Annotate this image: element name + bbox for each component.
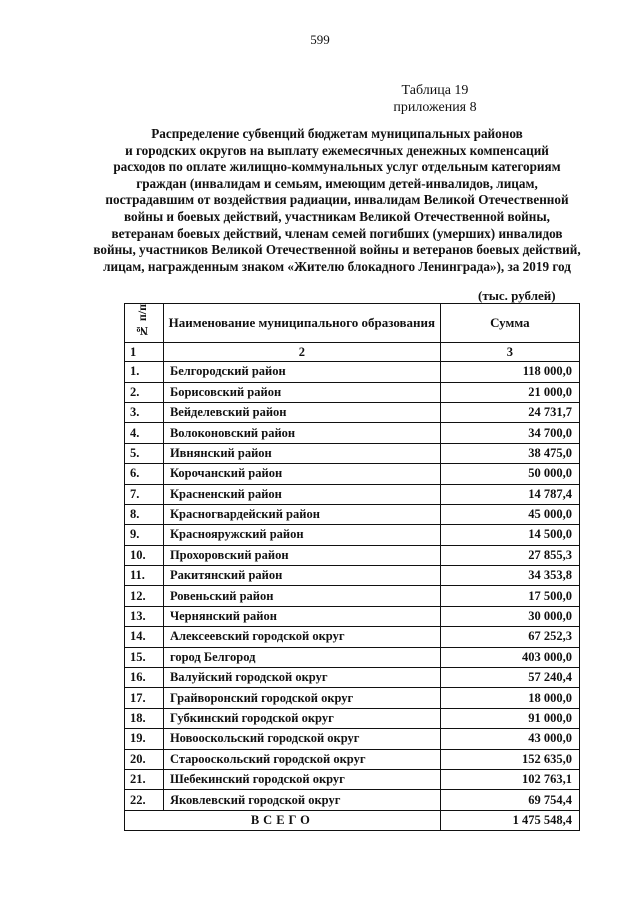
table-row xyxy=(125,382,580,402)
table-number: Таблица 19 xyxy=(401,83,469,98)
row-sum: 21 000,0 xyxy=(440,382,579,402)
row-number: 1. xyxy=(125,362,164,382)
table-row xyxy=(125,627,580,647)
row-sum: 403 000,0 xyxy=(440,647,579,667)
row-name: Старооскольский городской округ xyxy=(163,749,440,769)
header-row xyxy=(125,304,580,343)
row-name: Губкинский городской округ xyxy=(163,708,440,728)
row-name: Красногвардейский район xyxy=(163,504,440,524)
row-number: 22. xyxy=(125,790,164,810)
subsidy-table xyxy=(124,303,580,831)
title-line: лицам, награжденным знаком «Жителю блокадного Ленинграда»), за 2019 год xyxy=(103,258,571,274)
table-row xyxy=(125,566,580,586)
table-row xyxy=(125,362,580,382)
table-row xyxy=(125,647,580,667)
row-name: Яковлевский городской округ xyxy=(163,790,440,810)
table-row xyxy=(125,545,580,565)
table-row xyxy=(125,708,580,728)
row-number: 21. xyxy=(125,769,164,789)
row-number: 8. xyxy=(125,504,164,524)
row-sum: 30 000,0 xyxy=(440,606,579,626)
table-row xyxy=(125,484,580,504)
row-sum: 45 000,0 xyxy=(440,504,579,524)
index-cell: 2 xyxy=(163,343,440,362)
row-sum: 69 754,4 xyxy=(440,790,579,810)
row-name: город Белгород xyxy=(163,647,440,667)
units-label: (тыс. рублей) xyxy=(478,288,556,303)
table-row xyxy=(125,464,580,484)
row-name: Ракитянский район xyxy=(163,566,440,586)
row-sum: 152 635,0 xyxy=(440,749,579,769)
row-name: Белгородский район xyxy=(163,362,440,382)
title-line: и городских округов на выплату ежемесячных денежных компенсаций xyxy=(125,142,549,158)
table-row xyxy=(125,525,580,545)
row-name: Шебекинский городской округ xyxy=(163,769,440,789)
row-sum: 50 000,0 xyxy=(440,464,579,484)
table-row xyxy=(125,729,580,749)
row-number: 14. xyxy=(125,627,164,647)
row-number: 20. xyxy=(125,749,164,769)
title-line: Распределение субвенций бюджетам муниципальных районов xyxy=(151,126,523,141)
row-sum: 27 855,3 xyxy=(440,545,579,565)
row-name: Ивнянский район xyxy=(163,443,440,463)
table-row xyxy=(125,769,580,789)
row-sum: 34 353,8 xyxy=(440,566,579,586)
table-row xyxy=(125,402,580,422)
row-name: Волоконовский район xyxy=(163,423,440,443)
row-number: 13. xyxy=(125,606,164,626)
row-number: 2. xyxy=(125,382,164,402)
column-index-row xyxy=(125,343,580,362)
row-number: 7. xyxy=(125,484,164,504)
table-row xyxy=(125,423,580,443)
header-num: № п/п xyxy=(125,304,164,343)
row-name: Краснояружский район xyxy=(163,525,440,545)
row-number: 18. xyxy=(125,708,164,728)
total-row xyxy=(125,810,580,830)
row-name: Вейделевский район xyxy=(163,402,440,422)
row-sum: 24 731,7 xyxy=(440,402,579,422)
title-line: войны, участников Великой Отечественной войны и ветеранов боевых действий, xyxy=(93,242,581,258)
table-row xyxy=(125,688,580,708)
row-number: 4. xyxy=(125,423,164,443)
table-row xyxy=(125,668,580,688)
title-line: граждан (инвалидам и семьям, имеющим детей-инвалидов, лицам, xyxy=(136,175,538,191)
appendix-number: приложения 8 xyxy=(393,100,477,115)
table-row xyxy=(125,504,580,524)
table-reference xyxy=(380,82,490,116)
row-sum: 14 787,4 xyxy=(440,484,579,504)
title-line: расходов по оплате жилищно-коммунальных услуг отдельным категориям xyxy=(113,159,561,175)
row-number: 19. xyxy=(125,729,164,749)
row-name: Грайворонский городской округ xyxy=(163,688,440,708)
total-label: ВСЕГО xyxy=(125,810,441,830)
table-row xyxy=(125,443,580,463)
row-number: 6. xyxy=(125,464,164,484)
row-number: 11. xyxy=(125,566,164,586)
title-line: ветеранам боевых действий, членам семей погибших (умерших) инвалидов xyxy=(111,225,563,241)
row-name: Ровеньский район xyxy=(163,586,440,606)
row-sum: 18 000,0 xyxy=(440,688,579,708)
row-name: Прохоровский район xyxy=(163,545,440,565)
table-row xyxy=(125,790,580,810)
row-name: Новооскольский городской округ xyxy=(163,729,440,749)
title-line: войны и боевых действий, участникам Великой Отечественной войны, xyxy=(124,208,550,224)
document-title xyxy=(84,126,590,275)
row-name: Алексеевский городской округ xyxy=(163,627,440,647)
row-sum: 17 500,0 xyxy=(440,586,579,606)
table-row xyxy=(125,749,580,769)
table-row xyxy=(125,586,580,606)
row-sum: 118 000,0 xyxy=(440,362,579,382)
row-sum: 102 763,1 xyxy=(440,769,579,789)
index-cell: 3 xyxy=(440,343,579,362)
row-sum: 14 500,0 xyxy=(440,525,579,545)
row-name: Красненский район xyxy=(163,484,440,504)
title-line: пострадавшим от воздействия радиации, инвалидам Великой Отечественной xyxy=(105,192,569,208)
header-name: Наименование муниципального образования xyxy=(163,304,440,343)
row-number: 17. xyxy=(125,688,164,708)
row-sum: 57 240,4 xyxy=(440,668,579,688)
row-number: 16. xyxy=(125,668,164,688)
row-sum: 67 252,3 xyxy=(440,627,579,647)
row-name: Корочанский район xyxy=(163,464,440,484)
row-sum: 91 000,0 xyxy=(440,708,579,728)
row-name: Чернянский район xyxy=(163,606,440,626)
row-number: 5. xyxy=(125,443,164,463)
row-name: Борисовский район xyxy=(163,382,440,402)
row-number: 10. xyxy=(125,545,164,565)
header-sum: Сумма xyxy=(440,304,579,343)
row-number: 12. xyxy=(125,586,164,606)
row-sum: 34 700,0 xyxy=(440,423,579,443)
row-number: 9. xyxy=(125,525,164,545)
row-sum: 43 000,0 xyxy=(440,729,579,749)
row-number: 15. xyxy=(125,647,164,667)
table-row xyxy=(125,606,580,626)
page-number: 599 xyxy=(310,32,330,47)
total-sum: 1 475 548,4 xyxy=(440,810,579,830)
row-name: Валуйский городской округ xyxy=(163,668,440,688)
index-cell: 1 xyxy=(125,343,164,362)
row-number: 3. xyxy=(125,402,164,422)
row-sum: 38 475,0 xyxy=(440,443,579,463)
